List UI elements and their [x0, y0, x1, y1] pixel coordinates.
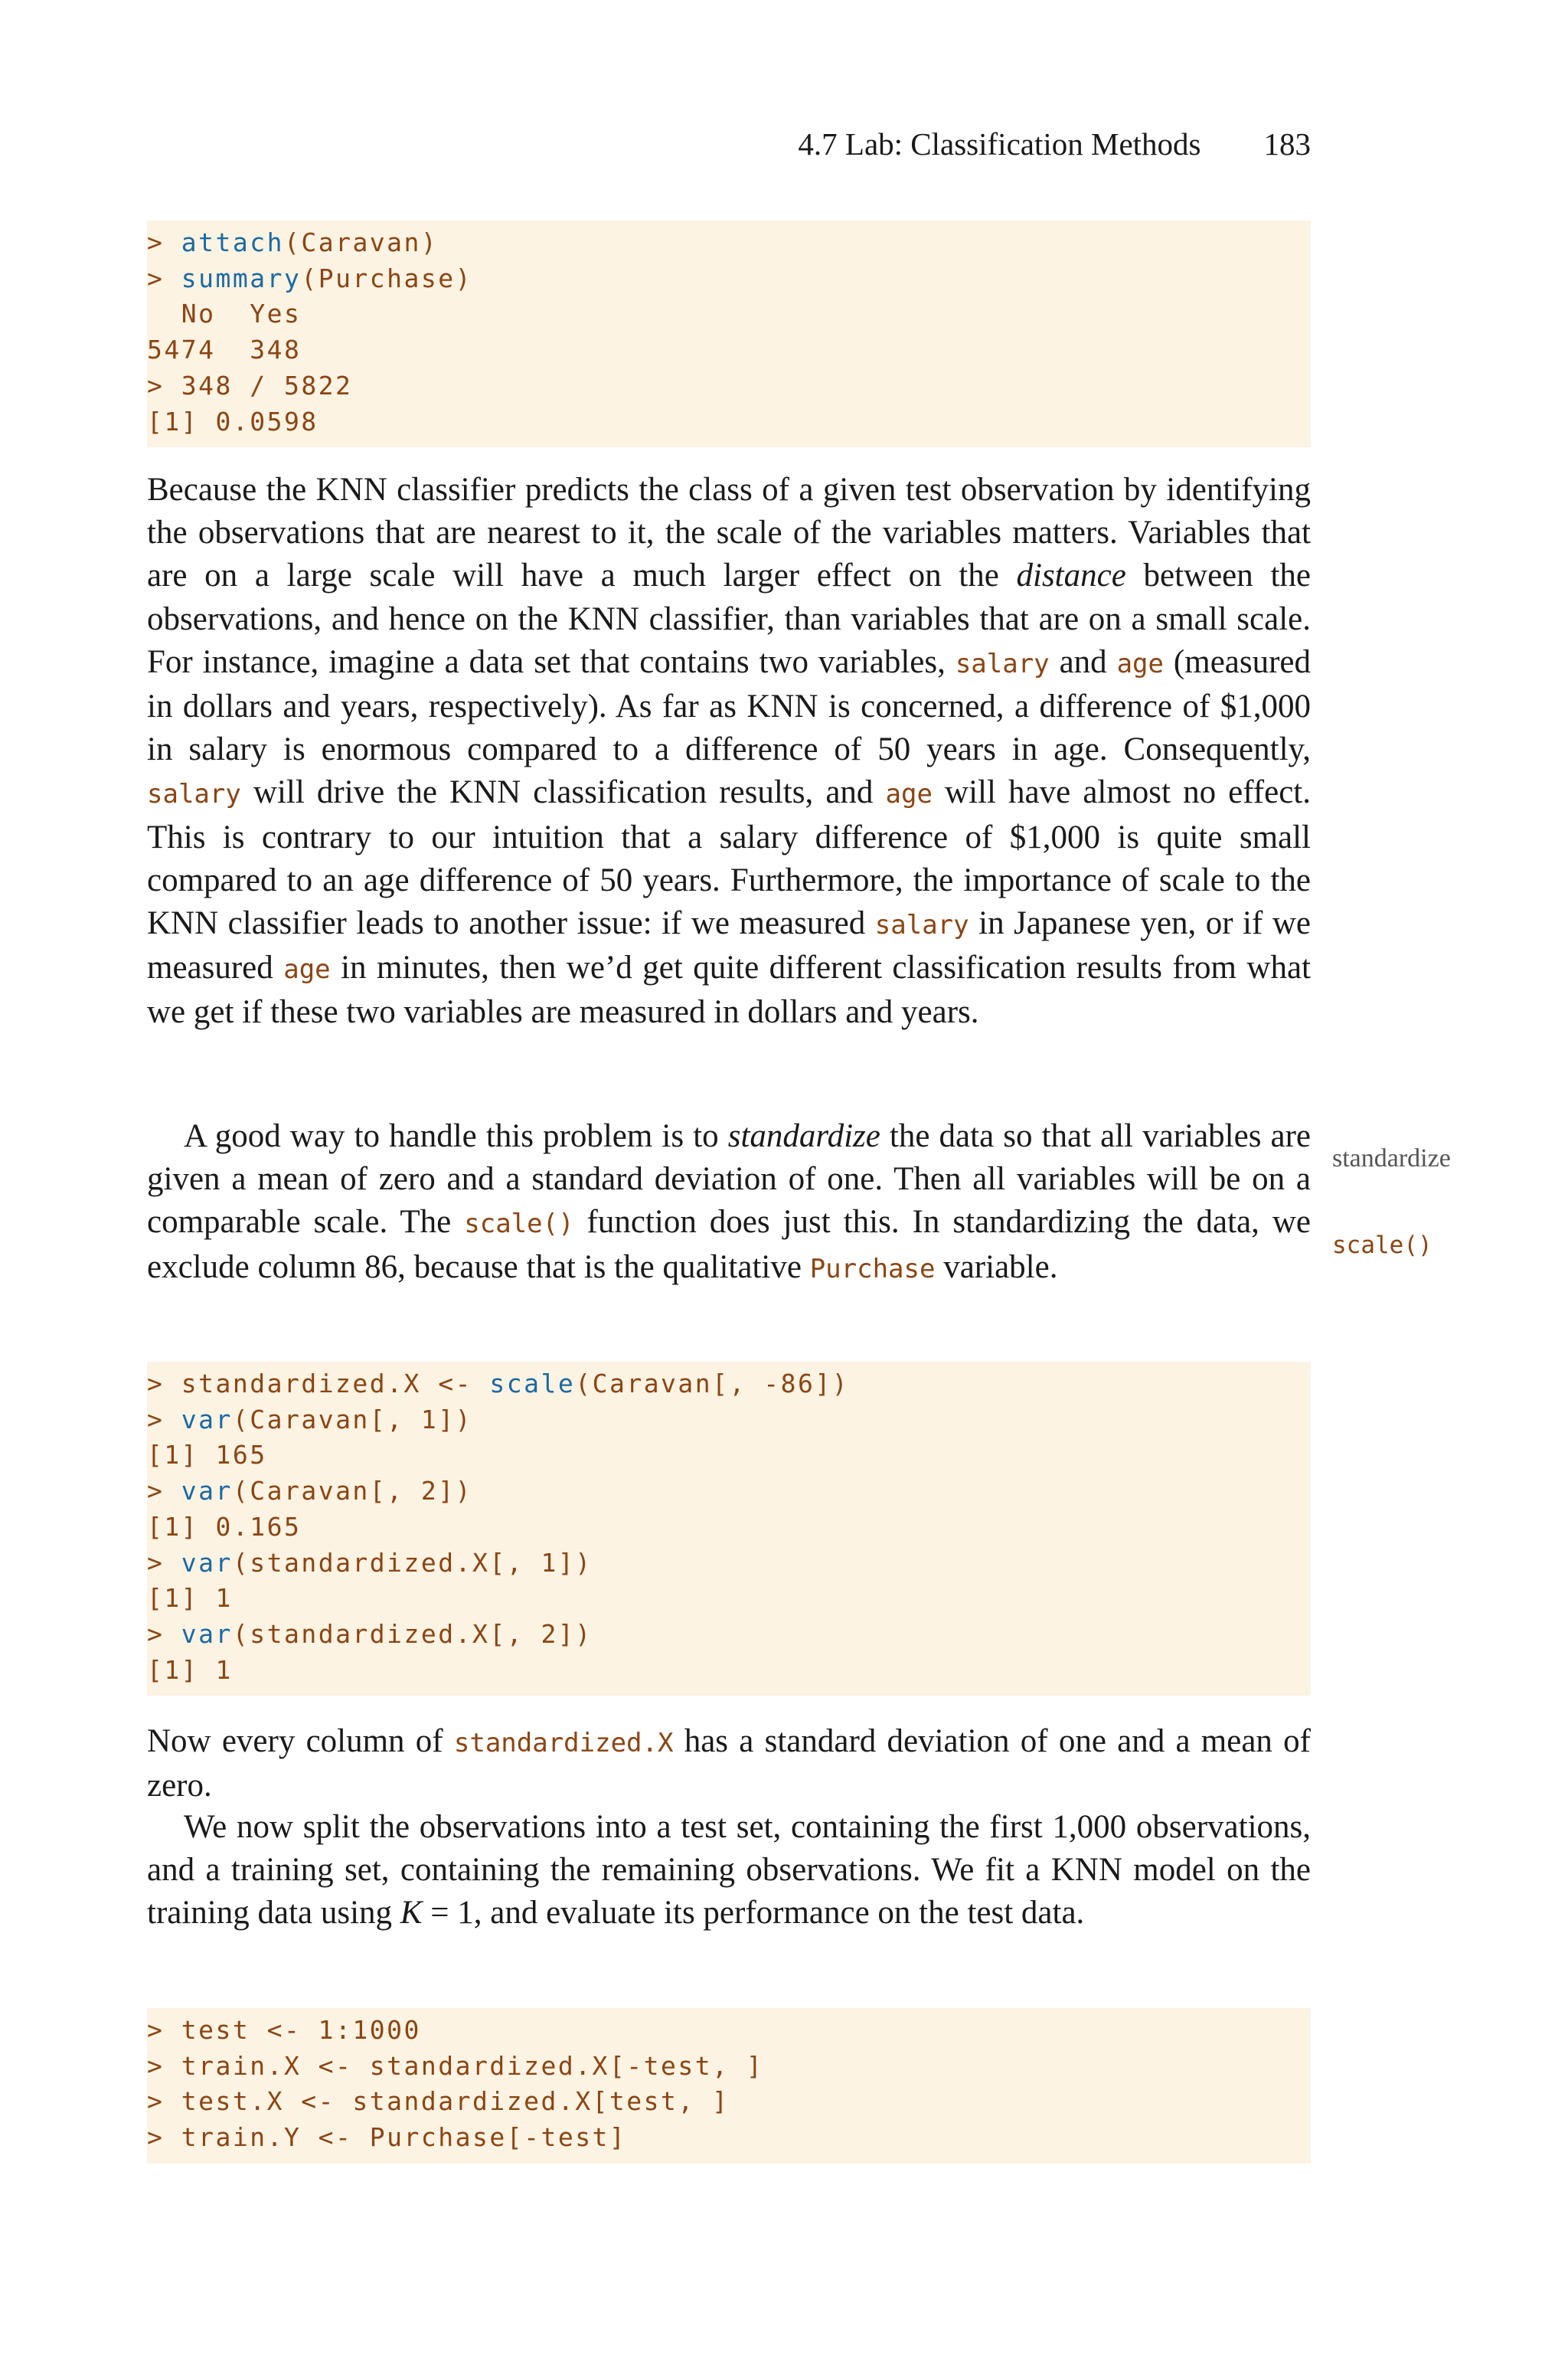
code-line: [1] 0.0598 — [147, 406, 318, 437]
margin-note-scale: scale() — [1332, 1232, 1432, 1259]
code-line: [1] 1 — [147, 1583, 233, 1614]
code-line: No Yes — [147, 299, 302, 329]
code-line: > test.X <- standardized.X[test, ] — [147, 2086, 730, 2117]
code-line: [1] 0.165 — [147, 1511, 302, 1542]
margin-note-standardize: standardize — [1332, 1144, 1451, 1173]
code-line: > 348 / 5822 — [147, 370, 353, 401]
code-line: > summary(Purchase) — [147, 263, 473, 293]
paragraph-split: We now split the observations into a test set, containing the first 1,000 observations, and a training set, containing the remaining observations. We fit a KNN model on the training data using K = 1, and evaluate its performance on the test data. — [147, 1809, 1311, 1932]
section-title: 4.7 Lab: Classification Methods — [798, 126, 1201, 162]
inline-code: standardized.X — [453, 1728, 674, 1758]
paragraph-standardized-result: Now every column of standardized.X has a standard deviation of one and a mean of zero. — [147, 1723, 1311, 1804]
inline-code: salary — [955, 648, 1050, 679]
inline-code: age — [1116, 648, 1164, 679]
code-line: [1] 165 — [147, 1440, 267, 1470]
code-block-standardize — [147, 1362, 1311, 1696]
inline-code: age — [885, 779, 933, 810]
inline-code: salary — [147, 779, 241, 810]
inline-code: age — [283, 954, 331, 986]
code-line: > var(standardized.X[, 1]) — [147, 1547, 593, 1578]
page-number: 183 — [1263, 126, 1311, 162]
inline-code: Purchase — [809, 1253, 936, 1284]
code-line: > var(Caravan[, 1]) — [147, 1404, 473, 1434]
code-line: > train.X <- standardized.X[-test, ] — [147, 2050, 764, 2081]
code-line: > train.Y <- Purchase[-test] — [147, 2122, 627, 2153]
code-block-split — [147, 2008, 1311, 2164]
code-line: > standardized.X <- scale(Caravan[, -86]) — [147, 1369, 850, 1398]
code-line: > var(standardized.X[, 2]) — [147, 1618, 593, 1649]
inline-code: scale() — [464, 1209, 574, 1240]
code-line: > test <- 1:1000 — [147, 2015, 421, 2045]
code-line: > var(Caravan[, 2]) — [147, 1476, 473, 1506]
running-head — [147, 126, 1311, 162]
code-line: 5474 348 — [147, 335, 302, 365]
paragraph-standardize: A good way to handle this problem is to standardize the data so that all variables are given a mean of zero and a standard deviation of one. Then all variables will be on a comparable scale. The scale() function does just this. In standardizing the data, we exclude column 86, because that is the qualitative Purchase variable. — [147, 1118, 1312, 1285]
inline-code: salary — [874, 910, 969, 941]
code-line: > attach(Caravan) — [147, 227, 439, 257]
paragraph-scale-matters: Because the KNN classifier predicts the class of a given test observation by identifying the observations that are nearest to it, the scale of the variables matters. Variables that are on a large scale will have a much larger effect on the distance between the observations, and hence on the KNN classifier, than variables that are on a small scale. For instance, imagine a data set that contains two variables, salary and age (measured in dollars and years, respectively). As far as KNN is concerned, a difference of $1,000 in salary is enormous compared to a difference of 50 years in age. Consequently, salary will drive the KNN classification results, and age will have almost no effect. This is contrary to our intuition that a salary difference of $1,000 is quite small compared to an age difference of 50 years. Furthermore, the importance of scale to the KNN classifier leads to another issue: if we measured salary in Japanese yen, or if we measured age in minutes, then we’d get quite different classification results from what we get if these two variables are measured in dollars and years. — [147, 472, 1311, 1031]
code-line: [1] 1 — [147, 1654, 233, 1685]
code-block-attach — [147, 221, 1311, 447]
